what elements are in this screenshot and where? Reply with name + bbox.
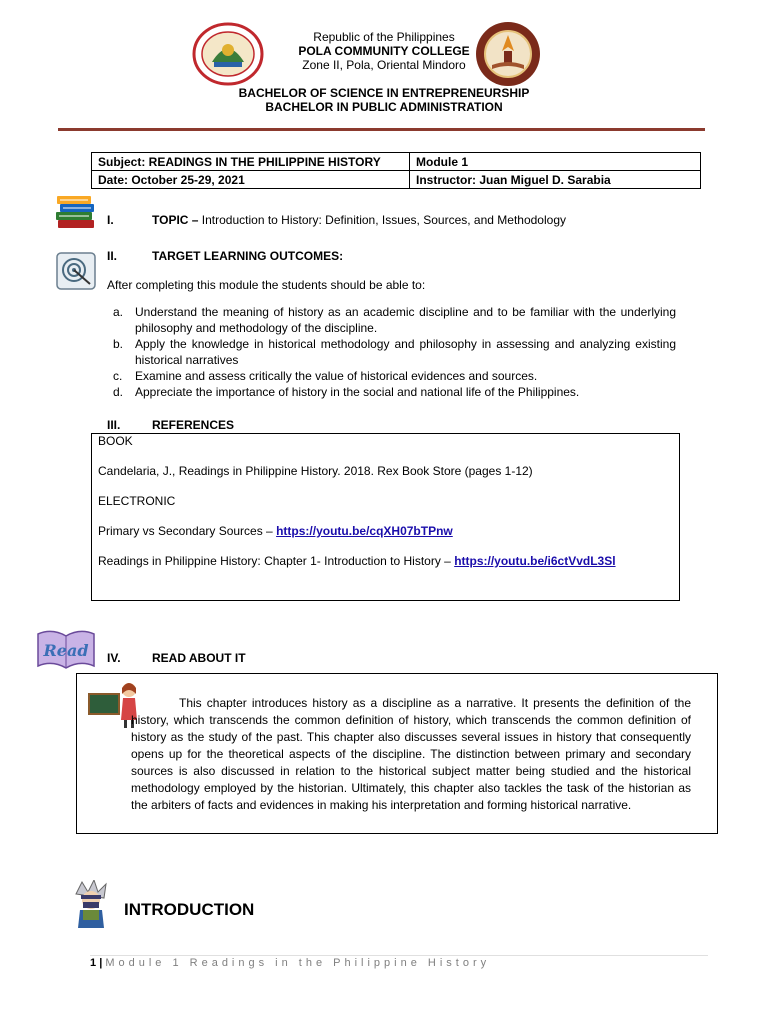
outcome-text: Examine and assess critically the value of historical evidences and sources. (135, 369, 538, 383)
page-footer (90, 957, 490, 969)
section-outcomes-title: TARGET LEARNING OUTCOMES: (152, 249, 344, 263)
outcome-label: b. (113, 337, 124, 351)
outcome-label: a. (113, 305, 124, 319)
outcome-label: c. (113, 369, 123, 383)
read-icon-text: Read (43, 641, 89, 660)
outcome-item (113, 368, 676, 384)
college-name: POLA COMMUNITY COLLEGE (298, 44, 470, 58)
outcome-text: Apply the knowledge in historical methodology and philosophy in assessing and analyzing existing historical narratives (135, 337, 676, 367)
read-about-text: This chapter introduces history as a discipline as a narrative. It presents the definition of the history, which transcends the common definition of history, which transcends the common definition of history as the study of the past. This chapter also discusses several issues in history that consequently opens up for the theoretical aspects of the discipline. The distinction between primary and secondary sources is also discussed in relation to the historical subject matter being studied and the historical methodology employed by the historian. Ultimately, this chapter also tackles the task of the historian as the arbiters of facts and evidences in making his interpretation and forming historical narrative. (131, 696, 691, 812)
outcomes-intro: After completing this module the students should be able to: (107, 278, 426, 292)
electronic-reference-1 (98, 524, 453, 538)
section-topic-number: I. (107, 213, 114, 227)
topic-text: Introduction to History: Definition, Issues, Sources, and Methodology (201, 213, 566, 227)
college-address: Zone II, Pola, Oriental Mindoro (302, 58, 466, 72)
section-references-title: REFERENCES (152, 418, 235, 432)
section-topic-line (152, 213, 566, 227)
section-outcomes-number: II. (107, 249, 118, 263)
book-reference: Candelaria, J., Readings in Philippine History. 2018. Rex Book Store (pages 1-12) (98, 464, 533, 478)
course-info-table (91, 152, 701, 189)
target-icon (56, 252, 96, 290)
outcome-text: Understand the meaning of history as an academic discipline and to be familiar with the underlying philosophy and methodology of the discipline. (135, 305, 676, 335)
section-read-number: IV. (107, 651, 121, 665)
date-cell: Date: October 25-29, 2021 (92, 171, 410, 189)
read-book-icon (34, 626, 98, 672)
header-divider (58, 128, 705, 131)
footer-text: Module 1 Readings in the Philippine History (105, 957, 491, 969)
introduction-heading: INTRODUCTION (124, 900, 255, 919)
subject-cell: Subject: READINGS IN THE PHILIPPINE HISTORY (92, 153, 410, 171)
section-read-title: READ ABOUT IT (152, 651, 246, 665)
references-box (91, 433, 680, 601)
ref2-text: Readings in Philippine History: Chapter 1- Introduction to History – (98, 554, 455, 568)
ref1-link[interactable]: https://youtu.be/cqXH07bTPnw (276, 524, 453, 538)
read-about-box (76, 673, 718, 834)
ref1-text: Primary vs Secondary Sources – (98, 524, 277, 538)
outcome-item (113, 304, 676, 336)
topic-label: TOPIC – (152, 213, 202, 227)
module-cell: Module 1 (410, 153, 701, 171)
read-about-paragraph (131, 695, 691, 814)
page-number: 1 (90, 957, 97, 969)
electronic-reference-2 (98, 554, 616, 568)
footer-divider (90, 955, 708, 956)
ref2-link[interactable]: https://youtu.be/i6ctVvdL3Sl (454, 554, 616, 568)
footer-separator: | (99, 957, 103, 969)
outcome-item (113, 336, 676, 368)
instructor-cell: Instructor: Juan Miguel D. Sarabia (410, 171, 701, 189)
electronic-label: ELECTRONIC (98, 494, 176, 508)
republic-line: Republic of the Philippines (313, 30, 455, 44)
section-references-number: III. (107, 418, 121, 432)
program-public-admin: BACHELOR IN PUBLIC ADMINISTRATION (265, 100, 503, 114)
outcome-label: d. (113, 385, 124, 399)
program-entrepreneurship: BACHELOR OF SCIENCE IN ENTREPRENEURSHIP (238, 86, 530, 100)
books-icon (54, 192, 98, 230)
outcome-text: Appreciate the importance of history in the social and national life of the Philippines. (135, 385, 580, 399)
book-label: BOOK (98, 434, 133, 448)
outcome-item (113, 384, 676, 400)
ninja-character-icon (68, 880, 114, 932)
